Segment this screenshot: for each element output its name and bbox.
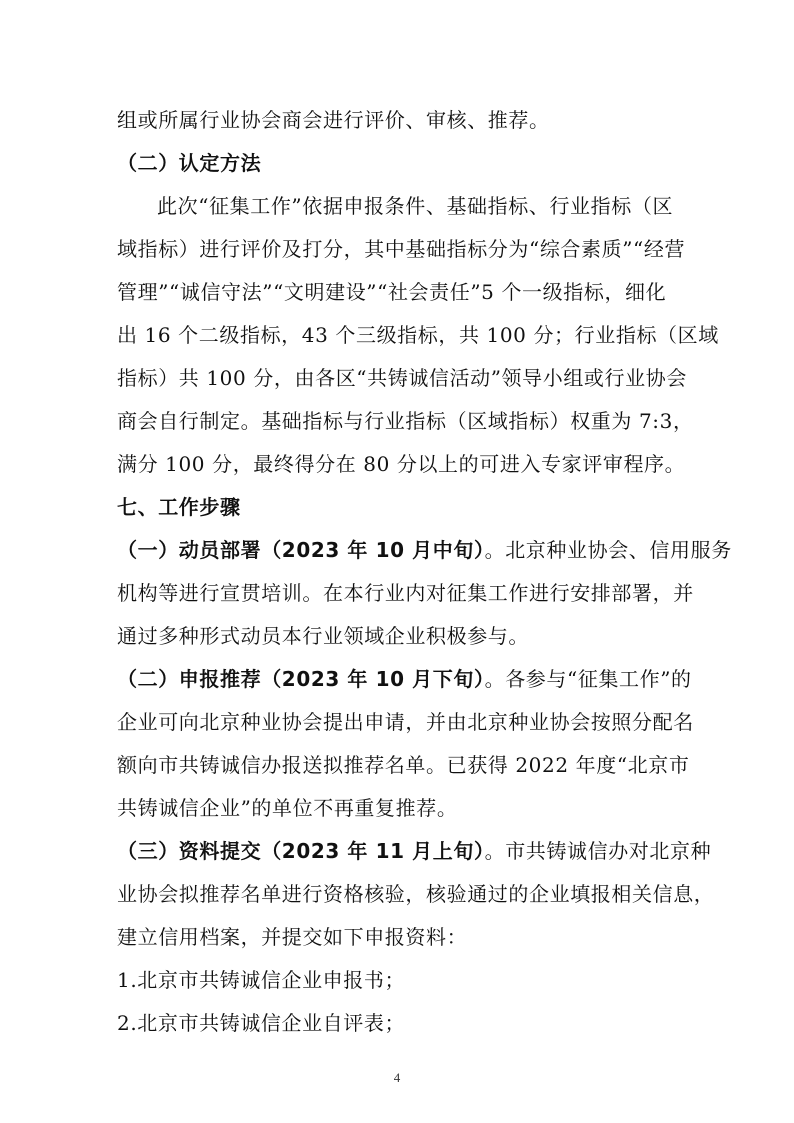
paragraph-line: 管理”“诚信守法”“文明建设”“社会责任”5 个一级指标，细化 — [117, 280, 667, 304]
paragraph-line: 额向市共铸诚信办报送拟推荐名单。已获得 2022 年度“北京市 — [117, 753, 690, 777]
step-text: 。北京种业协会、信用服务 — [484, 538, 732, 562]
list-item: 2.北京市共铸诚信企业自评表； — [117, 1011, 406, 1035]
paragraph-line: 建立信用档案，并提交如下申报资料： — [117, 925, 468, 949]
paragraph-line: 满分 100 分，最终得分在 80 分以上的可进入专家评审程序。 — [117, 452, 686, 476]
page-number: 4 — [393, 1070, 401, 1085]
paragraph-line: 此次“征集工作”依据申报条件、基础指标、行业指标（区 — [157, 194, 674, 218]
step-title-submission: （三）资料提交（2023 年 11 月上旬） — [117, 839, 485, 863]
step-text: 。市共铸诚信办对北京种 — [484, 839, 712, 863]
paragraph-line: 业协会拟推荐名单进行资格核验，核验通过的企业填报相关信息， — [117, 882, 715, 906]
section-heading-work-steps: 七、工作步骤 — [117, 495, 241, 519]
step-title-mobilization: （一）动员部署（2023 年 10 月中旬） — [117, 538, 485, 562]
step-text: 。各参与“征集工作”的 — [484, 667, 692, 691]
paragraph-line: 共铸诚信企业”的单位不再重复推荐。 — [117, 796, 458, 820]
list-item: 1.北京市共铸诚信企业申报书； — [117, 968, 406, 992]
paragraph-line: 出 16 个二级指标，43 个三级指标，共 100 分；行业指标（区域 — [117, 323, 719, 347]
paragraph-line: 通过多种形式动员本行业领域企业积极参与。 — [117, 624, 529, 648]
step-line-submission — [117, 838, 712, 864]
paragraph-line: 企业可向北京种业协会提出申请，并由北京种业协会按照分配名 — [117, 710, 694, 734]
paragraph-line: 指标）共 100 分，由各区“共铸诚信活动”领导小组或行业协会 — [117, 366, 687, 390]
paragraph-line: 机构等进行宣贯培训。在本行业内对征集工作进行安排部署，并 — [117, 581, 694, 605]
paragraph-line: 商会自行制定。基础指标与行业指标（区域指标）权重为 7:3， — [117, 409, 694, 433]
paragraph-line: 组或所属行业协会商会进行评价、审核、推荐。 — [117, 108, 550, 132]
step-line-recommendation — [117, 666, 692, 692]
step-title-recommendation: （二）申报推荐（2023 年 10 月下旬） — [117, 667, 485, 691]
step-line-mobilization — [117, 537, 732, 563]
subheading-recognition-method: （二）认定方法 — [117, 151, 262, 175]
paragraph-line: 域指标）进行评价及打分，其中基础指标分为“综合素质”“经营 — [117, 237, 686, 261]
